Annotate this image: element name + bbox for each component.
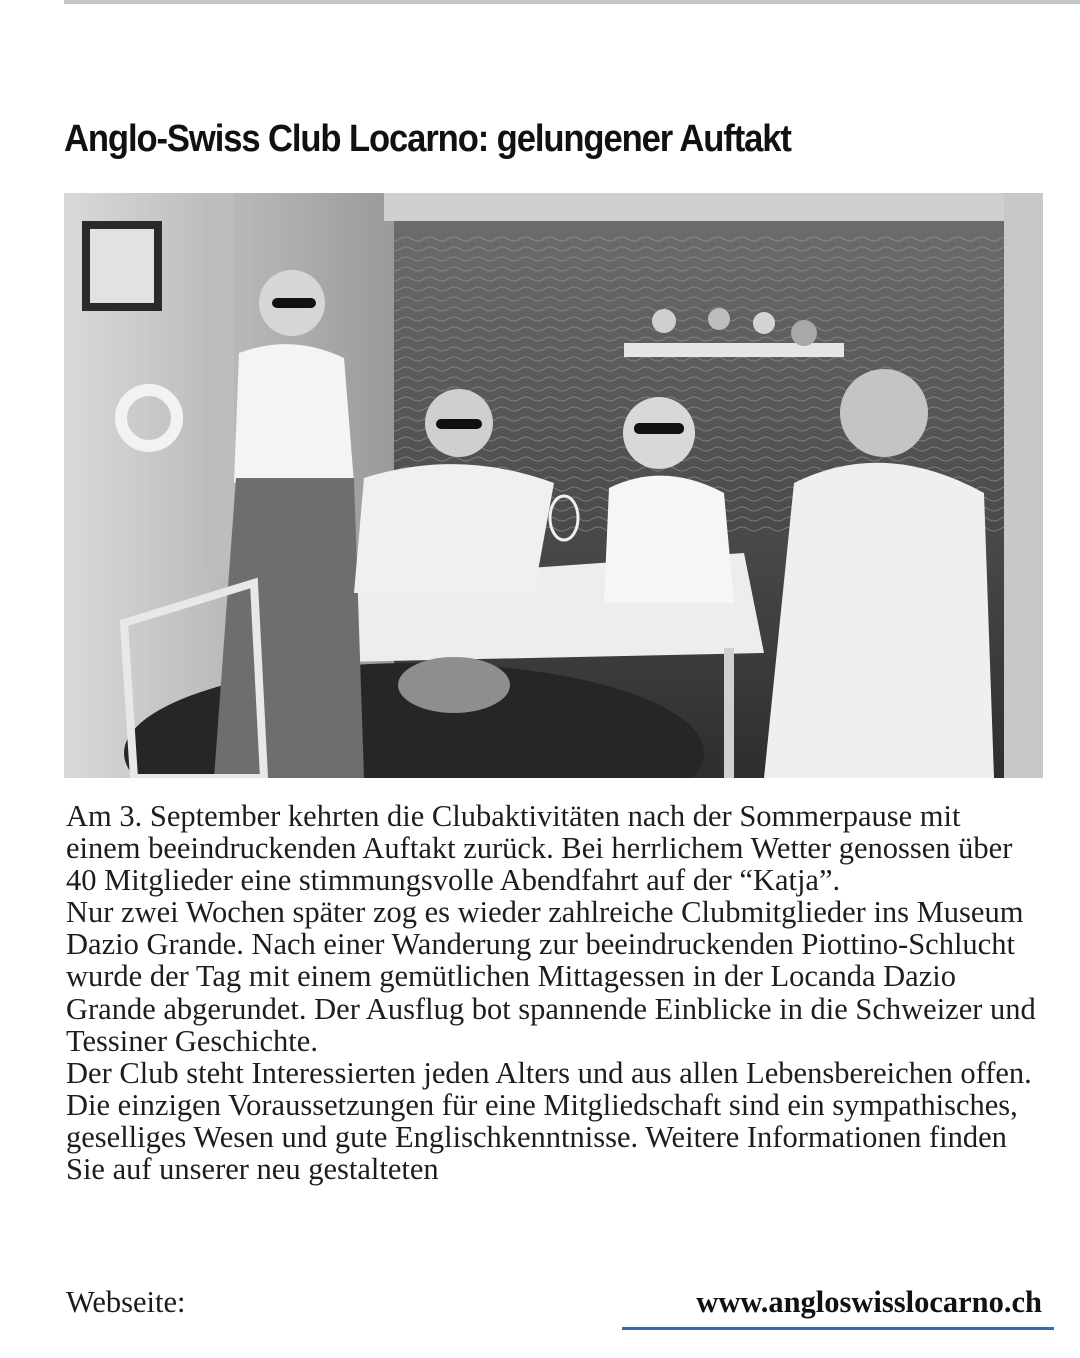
url-underline	[622, 1327, 1054, 1330]
top-rule	[64, 0, 1080, 4]
paragraph-1: Am 3. September kehrten die Clubaktivitäten nach der Sommerpause mit einem beeindruckenden Auftakt zurück. Bei herrlichem Wetter genossen über 40 Mitglieder eine stimmungsvolle Abendfahrt auf der “Katja”.	[66, 799, 1013, 898]
website-url-link[interactable]: www.angloswisslocarno.ch	[696, 1285, 1042, 1319]
website-label: Webseite:	[66, 1285, 186, 1319]
paragraph-2: Nur zwei Wochen später zog es wieder zahlreiche Clubmitglieder ins Museum Dazio Grande. Nach einer Wanderung zur beeindruckenden Piottino-Schlucht wurde der Tag mit einem gemütlichen Mittagessen in der Locanda Dazio Grande abgerundet. Der Ausflug bot spannende Einblicke in die Schweizer und Tessiner Geschichte.	[66, 895, 1036, 1058]
article-body	[66, 800, 1041, 1185]
article-photo	[64, 193, 1043, 778]
article-headline: Anglo-Swiss Club Locarno: gelungener Auftakt	[64, 118, 791, 160]
paragraph-3: Der Club steht Interessierten jeden Alters und aus allen Lebensbereichen offen. Die einzigen Voraussetzungen für eine Mitgliedschaft sind ein sympathisches, geselliges Wesen und gute Englischkenntnisse. Weitere Informationen finden Sie auf unserer neu gestalteten	[66, 1055, 1032, 1187]
